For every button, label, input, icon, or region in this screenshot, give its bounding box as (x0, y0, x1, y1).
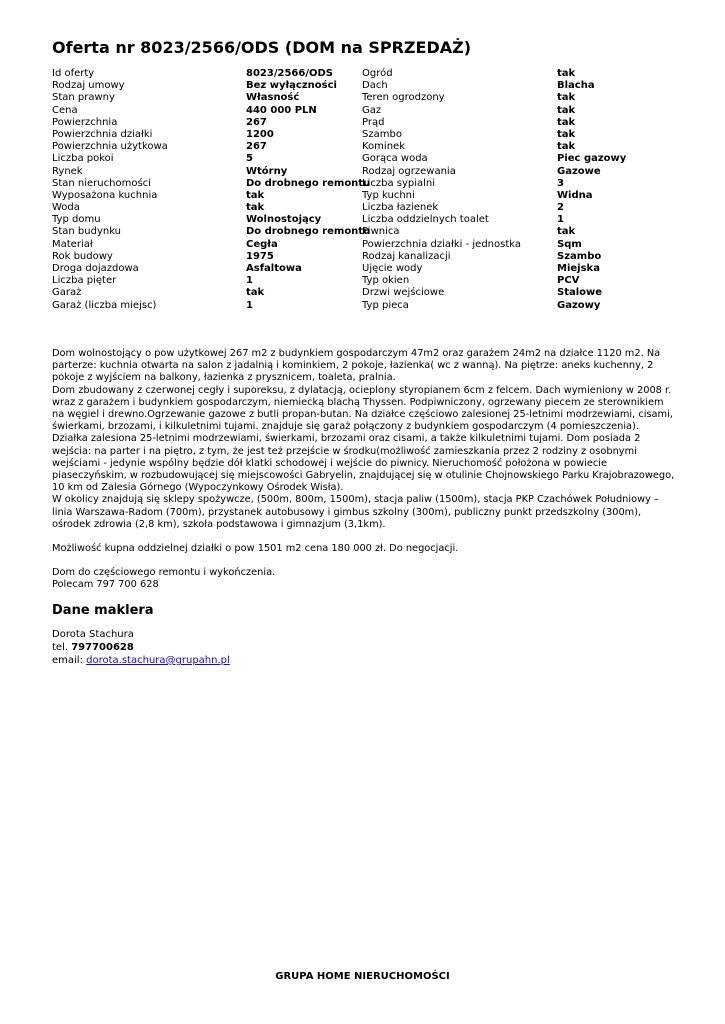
spec-value: 440 000 PLN (246, 104, 317, 116)
spec-value: 1 (246, 299, 253, 311)
spec-label: Ujęcie wody (362, 263, 423, 274)
spec-value: Własność (246, 92, 300, 104)
spec-value: tak (557, 226, 576, 238)
spec-row (52, 275, 672, 287)
broker-name: Dorota Stachura (52, 629, 134, 640)
spec-label: Gorąca woda (362, 153, 428, 165)
spec-value: 8023/2566/ODS (246, 68, 333, 79)
spec-label: Stan nieruchomości (52, 177, 151, 189)
spec-value: Blacha (557, 80, 595, 92)
spec-label: Teren ogrodzony (362, 92, 445, 104)
spec-row (52, 263, 672, 275)
spec-value: Gazowy (557, 299, 601, 311)
spec-value: 267 (246, 116, 267, 128)
spec-value: Wtórny (246, 165, 288, 177)
broker-email (52, 654, 230, 667)
spec-label: Kominek (362, 141, 405, 153)
spec-label: Garaż (liczba miejsc) (52, 299, 157, 311)
spec-label: Typ okien (362, 275, 410, 287)
spec-value: tak (246, 287, 265, 299)
spec-label: Szambo (362, 128, 402, 140)
spec-label: Stan prawny (52, 92, 115, 104)
spec-row (52, 287, 672, 299)
spec-row (52, 214, 672, 226)
spec-label: Wyposażona kuchnia (52, 189, 158, 201)
description-paragraph: Polecam 797 700 628 (52, 579, 159, 591)
broker-phone (52, 641, 230, 654)
spec-label: Powierzchnia działki - jednostka (362, 238, 522, 250)
phone-number: 797700628 (71, 642, 134, 653)
spec-label: Rynek (52, 165, 83, 177)
spec-label: Droga dojazdowa (52, 263, 139, 274)
spec-row (52, 239, 672, 251)
spec-label: Liczba łazienek (362, 202, 439, 214)
spec-row (52, 202, 672, 214)
spec-value: tak (557, 92, 576, 104)
description-paragraph: W okolicy znajdują się sklepy spożywcze, (500m, 800m, 1500m), stacja paliw (1500m), stacja PKP Czachówek Południowy – linia Warszawa-Radom (700m), przystanek autobusowy i gimbus szkolny (300m), publiczny punkt przedszkolny (300m), ośrodek zdrowia (2,8 km), szkoła podstawowa i gimnazjum (3,1km). (52, 494, 659, 530)
spec-value: tak (557, 68, 576, 79)
spec-value: Widna (557, 189, 593, 201)
spec-label: Typ kuchni (362, 189, 415, 201)
spec-label: Piwnica (362, 226, 400, 238)
spec-row (52, 190, 672, 202)
spec-label: Cena (52, 104, 78, 116)
spec-label: Garaż (52, 287, 82, 299)
spec-label: Powierzchnia (52, 116, 118, 128)
spec-label: Drzwi wejściowe (362, 287, 445, 299)
spec-label: Rodzaj ogrzewania (362, 165, 456, 177)
spec-label: Rodzaj umowy (52, 80, 125, 92)
spec-label: Ogród (362, 68, 393, 79)
spec-label: Typ pieca (362, 299, 409, 311)
spec-value: Bez wyłączności (246, 80, 337, 92)
spec-value: Wolnostojący (246, 214, 322, 226)
spec-value: 1 (557, 214, 564, 226)
spec-row (52, 226, 672, 238)
spec-row (52, 153, 672, 165)
spec-label: Prąd (362, 116, 385, 128)
spec-value: Piec gazowy (557, 153, 627, 165)
description-paragraph: Działka zalesiona 25-letnimi modrzewiami, świerkami, brzozami oraz cisami, a także kilkuletnimi tujami. Dom posiada 2 wejścia: na parter i na piętro, z tym, że jest też przejście w środku(możliwość zamieszkania przez 2 rodziny z osobnymi wejściami - jedynie wspólny będzie dół klatki schodowej i wejście do piwnicy. Nieruchomość położona w powiecie piaseczyńskim, w rozbudowującej się miejscowości Gabryelin, znajdującej się w otulinie Chojnowskiego Parku Krajobrazowego, 10 km od Zalesia Górnego (Wypoczynkowy Ośrodek Wisła). (52, 433, 675, 494)
spec-label: Typ domu (52, 214, 101, 226)
spec-row (52, 105, 672, 117)
spec-label: Gaz (362, 104, 382, 116)
description-paragraph: Dom do częściowego remontu i wykończenia. (52, 567, 276, 579)
spec-value: tak (557, 128, 576, 140)
spec-label: Powierzchnia użytkowa (52, 141, 168, 153)
spec-value: Miejska (557, 263, 600, 274)
spec-label: Liczba pokoi (52, 153, 114, 165)
description-paragraph: Dom zbudowany z czerwonej cegły i suporeksu, z dylatacją, ocieplony styropianem 6cm z felcem. Dach wymieniony w 2008 r. wraz z garażem i budynkiem gospodarczym, niemiecką blachą Thyssen. Podpiwniczony, ogrzewany piecem ze sterownikiem na węgiel i drewno.Ogrzewanie gazowe z butli propan-butan. Na działce częściowo zalesionej 25-letnimi modrzewiami, cisami, świerkami, brzozami, i kilkuletnimi tujami. znajduje się garaż połączony z budynkiem gospodarczym (4 pomieszczenia). (52, 384, 673, 433)
broker-info (52, 628, 230, 667)
spec-value: 1200 (246, 128, 274, 140)
spec-label: Dach (362, 80, 388, 92)
description-paragraph: Dom wolnostojący o pow użytkowej 267 m2 z budynkiem gospodarczym 47m2 oraz garażem 24m2 na działce 1120 m2. Na parterze: kuchnia otwarta na salon z jadalnią i kominkiem, 2 pokoje, łazienka( wc z wanną). Na piętrze: aneks kuchenny, 2 pokoje z wyjściem na balkony, łazienka z prysznicem, toaleta, pralnia. (52, 348, 661, 384)
spec-value: 2 (557, 202, 564, 214)
spec-row (52, 251, 672, 263)
spec-value: tak (557, 141, 576, 153)
spec-row (52, 166, 672, 178)
broker-heading: Dane maklera (52, 603, 154, 618)
spec-row (52, 141, 672, 153)
spec-value: tak (246, 202, 265, 214)
spec-label: Liczba pięter (52, 275, 117, 287)
spec-label: Id oferty (52, 68, 95, 79)
description (52, 348, 677, 592)
spec-label: Liczba oddzielnych toalet (362, 214, 489, 226)
spec-label: Woda (52, 202, 80, 214)
spec-value: Cegła (246, 238, 278, 250)
spec-value: 5 (246, 153, 253, 165)
spec-value: Do drobnego remontu (246, 177, 371, 189)
spec-row (52, 92, 672, 104)
spec-value: Szambo (557, 250, 602, 262)
spec-value: tak (557, 104, 576, 116)
spec-value: Stalowe (557, 287, 603, 299)
spec-row (52, 178, 672, 190)
email-label: email: (52, 655, 83, 666)
spec-row (52, 117, 672, 129)
specs-table (52, 68, 672, 312)
spec-label: Liczba sypialni (362, 177, 436, 189)
spec-value: 1 (246, 275, 253, 287)
description-paragraph: Możliwość kupna oddzielnej działki o pow 1501 m2 cena 180 000 zł. Do negocjacji. (52, 543, 459, 555)
spec-value: 1975 (246, 250, 274, 262)
spec-row (52, 300, 672, 312)
spec-value: Do drobnego remontu (246, 226, 371, 238)
spec-row (52, 129, 672, 141)
spec-label: Powierzchnia działki (52, 128, 153, 140)
spec-value: Sqm (557, 238, 582, 250)
spec-label: Rodzaj kanalizacji (362, 250, 451, 262)
phone-label: tel. (52, 642, 69, 653)
spec-row (52, 80, 672, 92)
spec-label: Materiał (52, 238, 93, 250)
spec-value: tak (557, 116, 576, 128)
spec-value: 267 (246, 141, 267, 153)
spec-value: Gazowe (557, 165, 601, 177)
spec-label: Stan budynku (52, 226, 122, 238)
spec-value: PCV (557, 275, 580, 287)
page-title: Oferta nr 8023/2566/ODS (DOM na SPRZEDAŻ) (52, 38, 472, 57)
email-link[interactable]: dorota.stachura@grupahn.pl (86, 655, 230, 666)
spec-value: 3 (557, 177, 564, 189)
spec-label: Rok budowy (52, 250, 113, 262)
spec-row (52, 68, 672, 80)
spec-value: tak (246, 189, 265, 201)
footer: GRUPA HOME NIERUCHOMOŚCI (275, 971, 450, 982)
spec-value: Asfaltowa (246, 263, 302, 274)
